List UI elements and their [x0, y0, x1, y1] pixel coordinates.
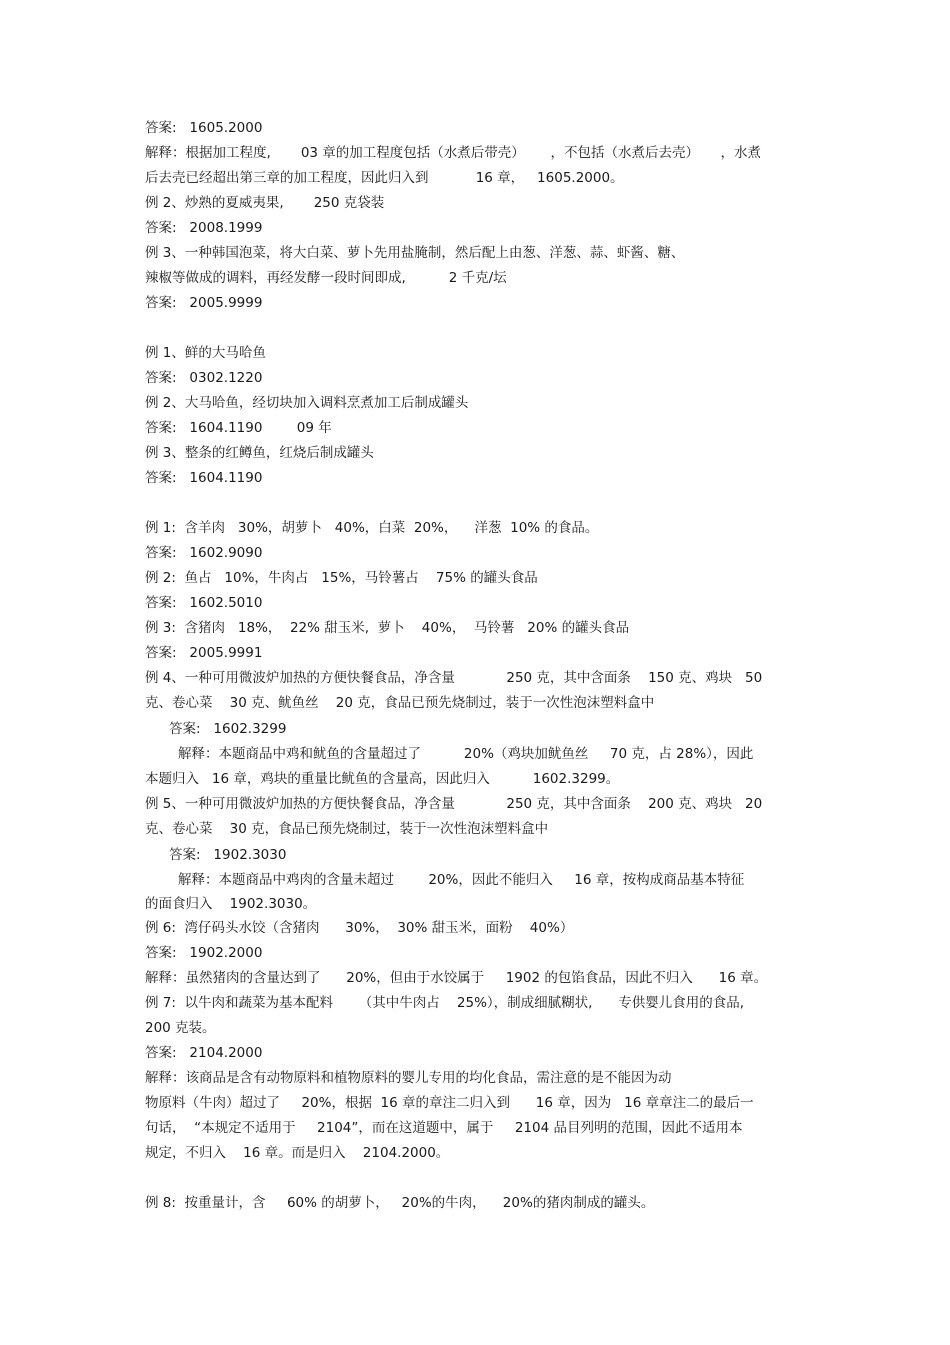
example-line: 例 3、整条的红鳟鱼，红烧后制成罐头 [145, 445, 374, 461]
example-line: 例 7: 以牛肉和蔬菜为基本配料 （其中牛肉占 25%），制成细腻糊状, 专供婴儿食用的食品, [145, 995, 745, 1011]
explanation-line: 的面食归入 1902.3030。 [145, 896, 317, 912]
example-line: 例 4、一种可用微波炉加热的方便快餐食品，净含量 250 克，其中含面条 150 克、鸡块 50 [145, 670, 763, 686]
example-line: 例 3、一种韩国泡菜，将大白菜、萝卜先用盐腌制，然后配上由葱、洋葱、蒜、虾酱、糖、 [145, 245, 685, 261]
example-line: 例 2、炒熟的夏威夷果, 250 克袋装 [145, 195, 385, 211]
answer-line: 答案: 1602.9090 [145, 545, 263, 561]
explanation-line: 本题归入 16 章，鸡块的重量比鱿鱼的含量高，因此归入 1602.3299。 [145, 771, 620, 787]
example-line: 例 2、大马哈鱼，经切块加入调料烹煮加工后制成罐头 [145, 395, 469, 411]
answer-line: 答案: 2008.1999 [145, 220, 263, 236]
example-line: 例 8: 按重量计，含 60% 的胡萝卜， 20%的牛肉， 20%的猪肉制成的罐头。 [145, 1195, 655, 1211]
explanation-line: 解释：根据加工程度, 03 章的加工程度包括（水煮后带壳） ，不包括（水煮后去壳） ，水煮 [145, 145, 762, 161]
example-line: 克、卷心菜 30 克、鱿鱼丝 20 克，食品已预先烧制过，装于一次性泡沫塑料盒中 [145, 695, 655, 711]
example-line: 辣椒等做成的调料，再经发酵一段时间即成, 2 千克/坛 [145, 270, 507, 286]
answer-line: 答案: 1604.1190 09 年 [145, 420, 332, 436]
explanation-line: 句话， “本规定不适用于 2104”，而在这道题中，属于 2104 品目列明的范围，因此不适用本 [145, 1120, 743, 1136]
answer-line: 答案: 1902.3030 [169, 847, 287, 863]
answer-line: 答案: 1602.3299 [169, 721, 287, 737]
explanation-line: 解释：虽然猪肉的含量达到了 20%，但由于水饺属于 1902 的包馅食品，因此不归入 16 章。 [145, 970, 768, 986]
explanation-line: 后去壳已经超出第三章的加工程度，因此归入到 16 章， 1605.2000。 [145, 170, 624, 186]
explanation-line: 解释：本题商品中鸡和鱿鱼的含量超过了 20%（鸡块加鱿鱼丝 70 克，占 28%），因此 [178, 746, 754, 762]
answer-line: 答案: 1902.2000 [145, 945, 263, 961]
answer-line: 答案: 1602.5010 [145, 595, 263, 611]
example-line: 200 克装。 [145, 1020, 216, 1036]
answer-line: 答案: 1604.1190 [145, 470, 263, 486]
example-line: 例 5、一种可用微波炉加热的方便快餐食品，净含量 250 克，其中含面条 200 克、鸡块 20 [145, 796, 763, 812]
example-line: 例 3: 含猪肉 18%， 22% 甜玉米, 萝卜 40%， 马铃薯 20% 的罐头食品 [145, 620, 630, 636]
example-line: 例 6: 湾仔码头水饺（含猪肉 30%， 30% 甜玉米，面粉 40%） [145, 920, 574, 936]
answer-line: 答案: 1605.2000 [145, 120, 263, 136]
explanation-line: 规定，不归入 16 章。而是归入 2104.2000。 [145, 1145, 450, 1161]
explanation-line: 解释：该商品是含有动物原料和植物原料的婴儿专用的均化食品，需注意的是不能因为动 [145, 1070, 672, 1086]
example-line: 例 2: 鱼占 10%，牛肉占 15%，马铃薯占 75% 的罐头食品 [145, 570, 538, 586]
answer-line: 答案: 0302.1220 [145, 370, 263, 386]
answer-line: 答案: 2005.9991 [145, 645, 263, 661]
example-line: 克、卷心菜 30 克，食品已预先烧制过，装于一次性泡沫塑料盒中 [145, 821, 549, 837]
explanation-line: 物原料（牛肉）超过了 20%，根据 16 章的章注二归入到 16 章，因为 16 章章注二的最后一 [145, 1095, 754, 1111]
answer-line: 答案: 2104.2000 [145, 1045, 263, 1061]
example-line: 例 1、鲜的大马哈鱼 [145, 345, 266, 361]
answer-line: 答案: 2005.9999 [145, 295, 263, 311]
example-line: 例 1: 含羊肉 30%，胡萝卜 40%，白菜 20%， 洋葱 10% 的食品。 [145, 520, 599, 536]
explanation-line: 解释：本题商品中鸡肉的含量未超过 20%，因此不能归入 16 章，按构成商品基本特征 [178, 872, 745, 888]
